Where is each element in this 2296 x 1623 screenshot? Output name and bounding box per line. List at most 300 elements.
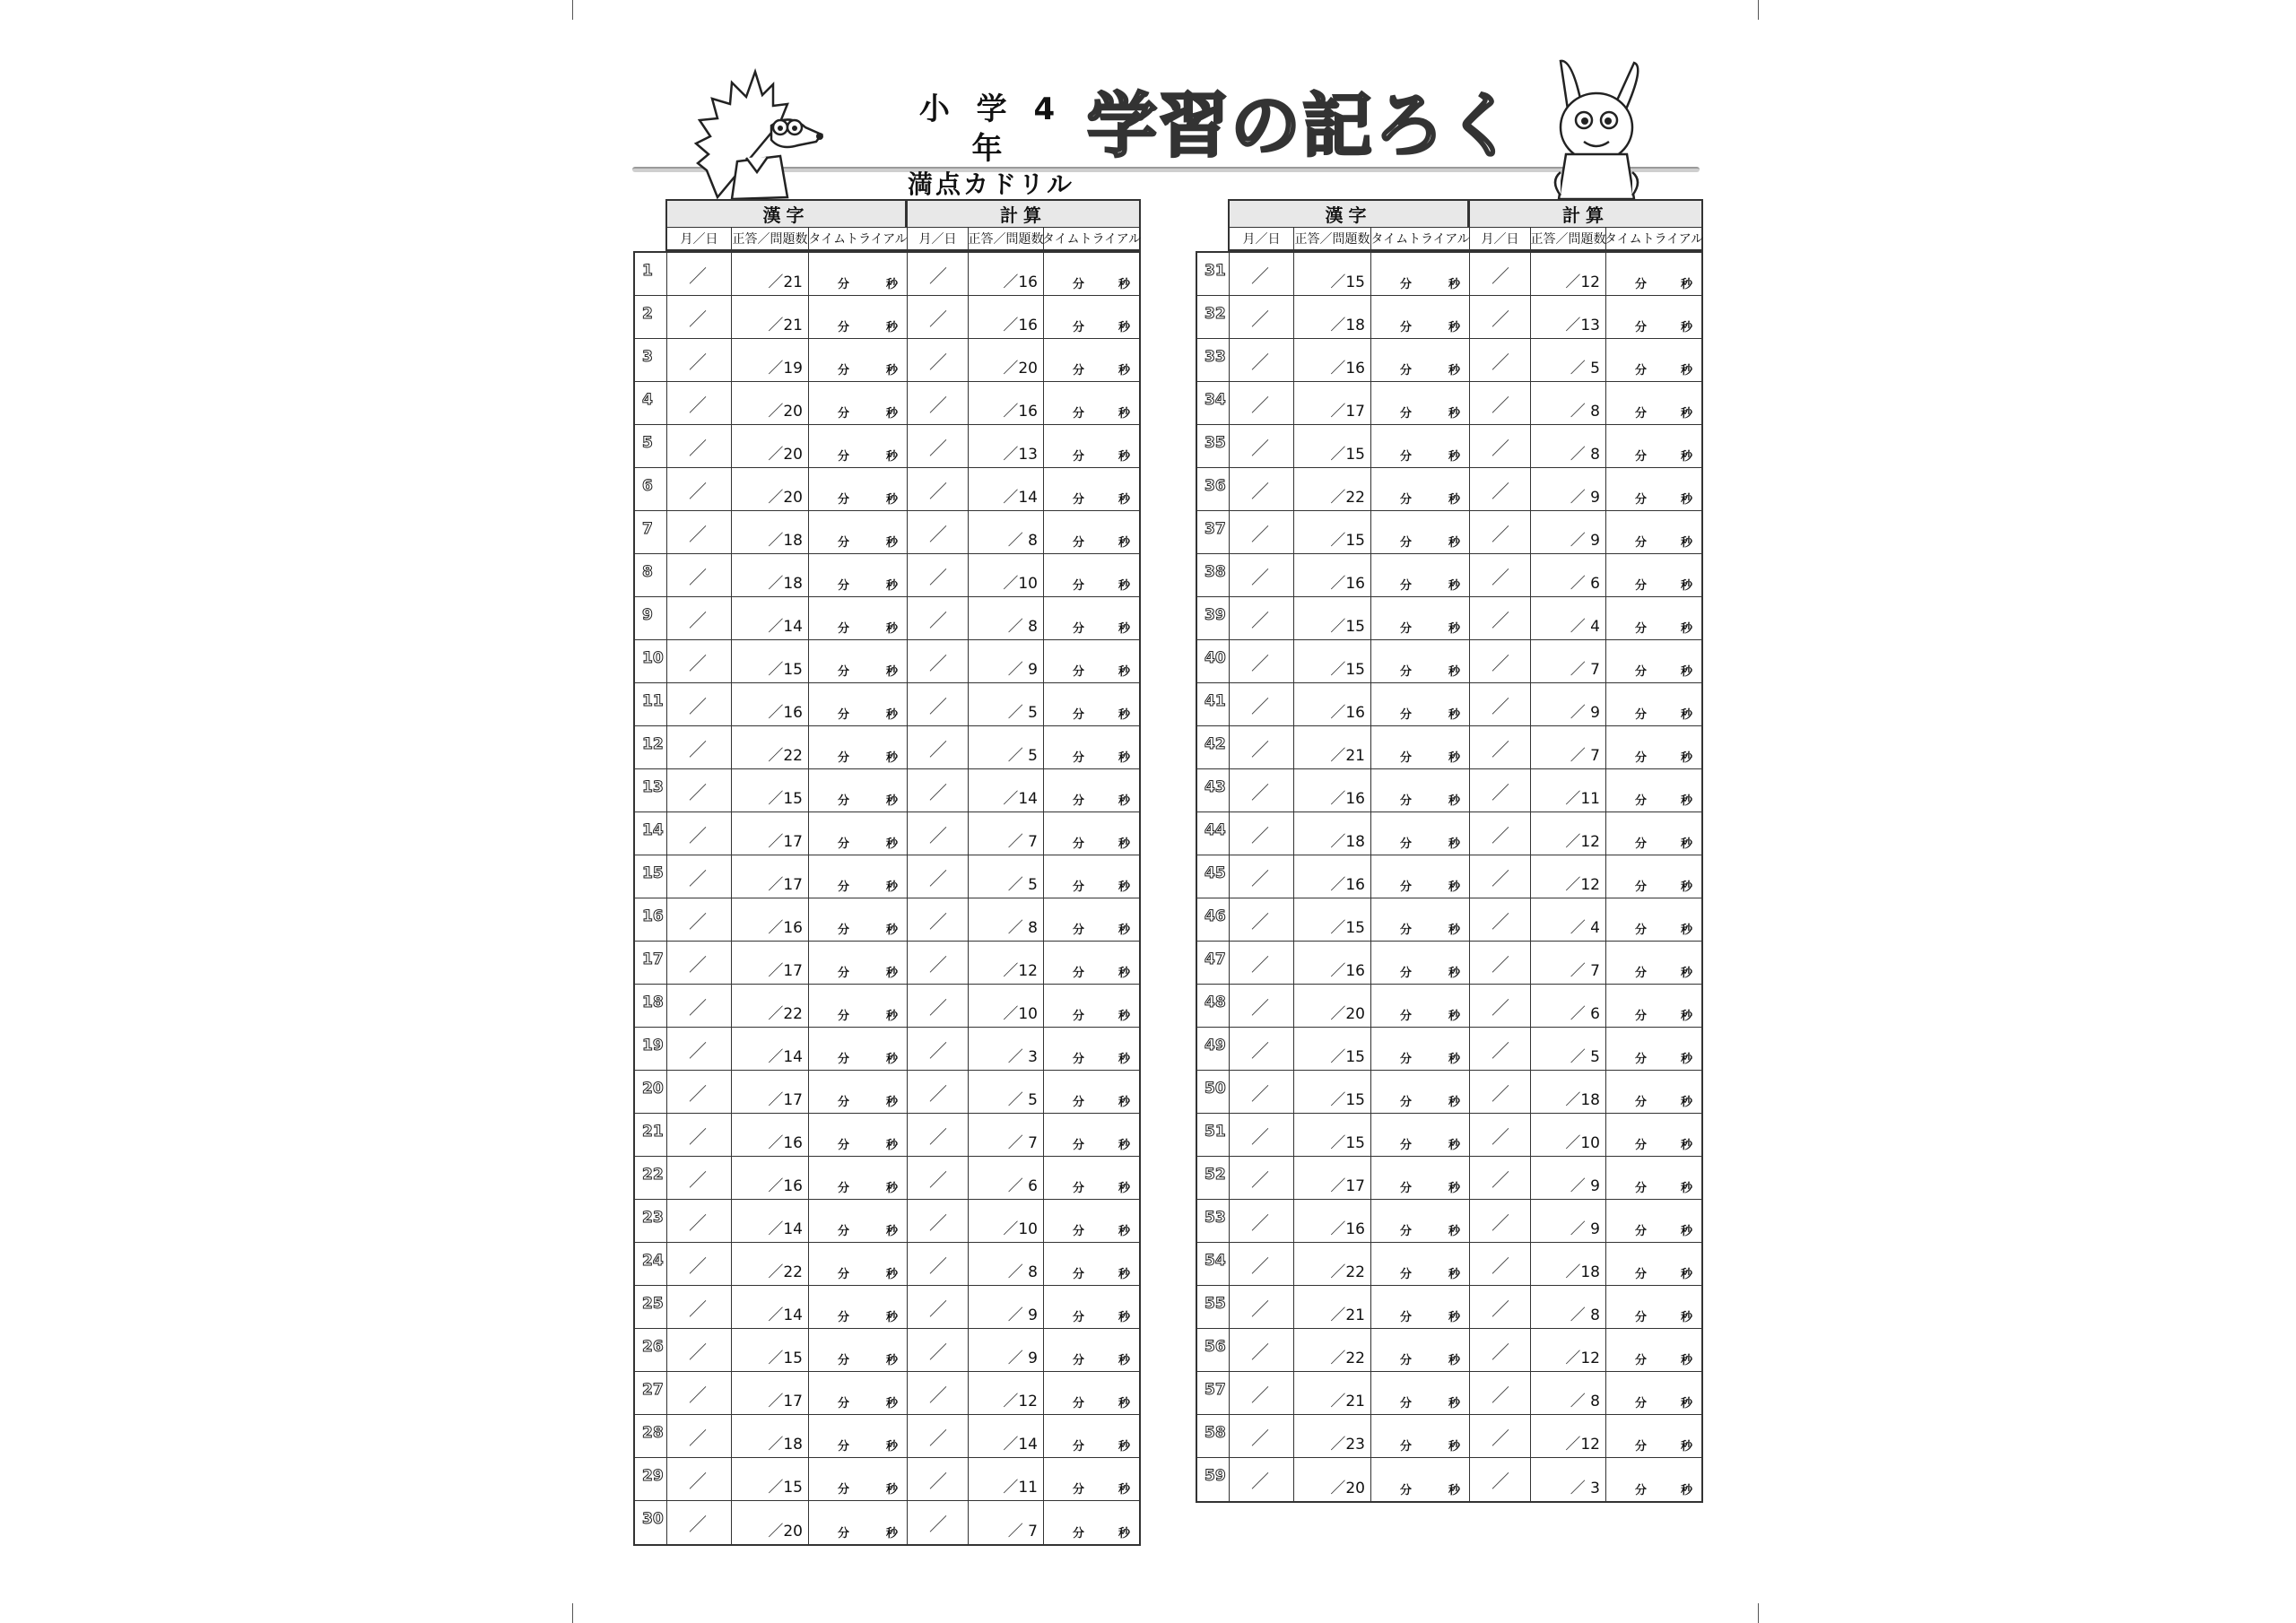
minutes-label: 分: [1073, 622, 1085, 636]
row-number: 58: [1197, 1415, 1230, 1457]
minutes-label: 分: [838, 838, 850, 851]
time-cell: [1606, 425, 1701, 467]
time-cell: [1371, 1243, 1470, 1285]
seconds-label: 秒: [1448, 1268, 1460, 1281]
date-cell: [1230, 683, 1294, 725]
table-row: [1197, 511, 1701, 554]
keisan-score: ／ 6: [969, 1157, 1044, 1199]
minutes-label: 分: [1635, 450, 1648, 464]
date-cell: [1470, 769, 1531, 812]
minutes-label: 分: [1073, 924, 1085, 937]
date-separator: ／: [689, 438, 707, 459]
row-number: 39: [1197, 597, 1230, 639]
kanji-score: ／18: [1294, 812, 1371, 855]
time-cell: [1371, 1071, 1470, 1113]
row-number: 5: [635, 425, 667, 467]
date-cell: [667, 1329, 732, 1371]
seconds-label: 秒: [1118, 967, 1130, 980]
date-cell: [1230, 640, 1294, 682]
row-number: 7: [635, 511, 667, 553]
table-row: [635, 985, 1139, 1028]
seconds-label: 秒: [1448, 364, 1460, 378]
table-body: [633, 251, 1141, 1546]
minutes-label: 分: [1073, 967, 1085, 980]
keisan-score: ／ 6: [1531, 985, 1606, 1027]
time-cell: [1371, 898, 1470, 941]
date-separator: ／: [929, 308, 947, 330]
time-cell: [1371, 1372, 1470, 1414]
date-cell: [908, 855, 969, 898]
table-row: [1197, 425, 1701, 468]
date-cell: [667, 1286, 732, 1328]
table-row: [1197, 1243, 1701, 1286]
keisan-score: ／14: [969, 1415, 1044, 1457]
table-row: [635, 898, 1139, 942]
seconds-label: 秒: [1118, 407, 1130, 421]
date-cell: [1470, 1200, 1531, 1242]
minutes-label: 分: [1635, 967, 1648, 980]
kanji-score: ／16: [1294, 339, 1371, 381]
row-number: 8: [635, 554, 667, 596]
date-cell: [1230, 942, 1294, 984]
seconds-label: 秒: [1448, 622, 1460, 636]
minutes-label: 分: [1400, 493, 1413, 507]
date-separator: ／: [1251, 1169, 1269, 1191]
date-cell: [908, 1071, 969, 1113]
time-cell: [1371, 554, 1470, 596]
date-separator: ／: [689, 653, 707, 674]
table-row: [1197, 1458, 1701, 1501]
date-separator: ／: [689, 352, 707, 373]
minutes-label: 分: [1073, 1268, 1085, 1281]
date-cell: [1230, 253, 1294, 295]
time-cell: [1606, 985, 1701, 1027]
keisan-score: ／ 8: [969, 511, 1044, 553]
minutes-label: 分: [1635, 881, 1648, 894]
date-cell: [908, 425, 969, 467]
table-row: [1197, 769, 1701, 812]
seconds-label: 秒: [1118, 364, 1130, 378]
date-cell: [667, 855, 732, 898]
seconds-label: 秒: [885, 278, 898, 291]
time-cell: [1044, 985, 1139, 1027]
seconds-label: 秒: [1118, 1440, 1130, 1454]
seconds-label: 秒: [1448, 1139, 1460, 1152]
keisan-header: 計算: [906, 199, 1141, 228]
date-cell: [1230, 1114, 1294, 1156]
kanji-score: ／15: [732, 640, 809, 682]
date-separator: ／: [1492, 610, 1509, 631]
date-cell: [667, 769, 732, 812]
date-cell: [667, 511, 732, 553]
time-cell: [809, 296, 908, 338]
date-separator: ／: [689, 1083, 707, 1105]
table-row: [635, 253, 1139, 296]
date-separator: ／: [929, 567, 947, 588]
row-number: 28: [635, 1415, 667, 1457]
seconds-label: 秒: [1680, 924, 1692, 937]
minutes-label: 分: [1073, 321, 1085, 334]
row-number: 54: [1197, 1243, 1230, 1285]
seconds-label: 秒: [885, 493, 898, 507]
seconds-label: 秒: [1680, 1484, 1692, 1497]
date-separator: ／: [929, 997, 947, 1019]
seconds-label: 秒: [885, 967, 898, 980]
keisan-score: ／12: [1531, 855, 1606, 898]
seconds-label: 秒: [1448, 579, 1460, 593]
kanji-score: ／22: [1294, 468, 1371, 510]
seconds-label: 秒: [1680, 1225, 1692, 1238]
row-number: 15: [635, 855, 667, 898]
date-separator: ／: [1251, 265, 1269, 287]
date-separator: ／: [689, 1341, 707, 1363]
date-separator: ／: [689, 1212, 707, 1234]
kanji-score: ／19: [732, 339, 809, 381]
date-separator: ／: [689, 954, 707, 976]
seconds-label: 秒: [1448, 967, 1460, 980]
time-cell: [1606, 296, 1701, 338]
table-row: [1197, 382, 1701, 425]
minutes-label: 分: [1400, 838, 1413, 851]
minutes-label: 分: [1400, 1182, 1413, 1195]
date-separator: ／: [689, 1298, 707, 1320]
table-row: [635, 1501, 1139, 1544]
time-column-header: タイムトライアル: [1604, 232, 1704, 247]
time-cell: [809, 683, 908, 725]
date-separator: ／: [1251, 825, 1269, 846]
row-number: 42: [1197, 726, 1230, 768]
minutes-label: 分: [1400, 1053, 1413, 1066]
minutes-label: 分: [838, 493, 850, 507]
seconds-label: 秒: [885, 1440, 898, 1454]
seconds-label: 秒: [1680, 622, 1692, 636]
minutes-label: 分: [1400, 1440, 1413, 1454]
keisan-score: ／16: [969, 253, 1044, 295]
table-row: [635, 425, 1139, 468]
keisan-score: ／ 5: [969, 1071, 1044, 1113]
seconds-label: 秒: [1118, 1053, 1130, 1066]
date-separator: ／: [1251, 1212, 1269, 1234]
time-cell: [809, 812, 908, 855]
seconds-label: 秒: [1680, 493, 1692, 507]
table-row: [635, 1028, 1139, 1071]
date-separator: ／: [929, 1040, 947, 1062]
minutes-label: 分: [1635, 1484, 1648, 1497]
minutes-label: 分: [1073, 1225, 1085, 1238]
row-number: 57: [1197, 1372, 1230, 1414]
seconds-label: 秒: [885, 665, 898, 679]
date-separator: ／: [929, 696, 947, 717]
date-separator: ／: [929, 1083, 947, 1105]
date-cell: [908, 382, 969, 424]
seconds-label: 秒: [1118, 622, 1130, 636]
seconds-label: 秒: [1118, 924, 1130, 937]
minutes-label: 分: [1073, 1096, 1085, 1109]
date-cell: [1230, 382, 1294, 424]
date-cell: [908, 1200, 969, 1242]
time-cell: [1606, 1157, 1701, 1199]
seconds-label: 秒: [1680, 407, 1692, 421]
kanji-score: ／16: [1294, 1200, 1371, 1242]
row-number: 24: [635, 1243, 667, 1285]
time-cell: [809, 554, 908, 596]
time-cell: [1371, 1415, 1470, 1457]
date-separator: ／: [929, 653, 947, 674]
seconds-label: 秒: [1680, 1053, 1692, 1066]
date-separator: ／: [1251, 1471, 1269, 1492]
date-separator: ／: [689, 1169, 707, 1191]
date-separator: ／: [929, 1384, 947, 1406]
kanji-score: ／18: [732, 554, 809, 596]
table-row: [635, 769, 1139, 812]
table-row: [1197, 253, 1701, 296]
date-separator: ／: [929, 954, 947, 976]
minutes-label: 分: [838, 751, 850, 765]
keisan-score: ／12: [969, 942, 1044, 984]
keisan-score: ／16: [969, 382, 1044, 424]
time-cell: [1371, 985, 1470, 1027]
date-cell: [667, 339, 732, 381]
time-cell: [1044, 425, 1139, 467]
row-number: 44: [1197, 812, 1230, 855]
kanji-score: ／22: [732, 726, 809, 768]
time-cell: [809, 640, 908, 682]
seconds-label: 秒: [1448, 278, 1460, 291]
date-separator: ／: [929, 739, 947, 760]
keisan-score: ／14: [969, 769, 1044, 812]
row-number: 26: [635, 1329, 667, 1371]
title-block: [901, 90, 1081, 201]
minutes-label: 分: [1400, 536, 1413, 550]
date-separator: ／: [1492, 438, 1509, 459]
time-cell: [1044, 296, 1139, 338]
date-separator: ／: [1492, 524, 1509, 545]
seconds-label: 秒: [1680, 1354, 1692, 1367]
time-cell: [1371, 942, 1470, 984]
minutes-label: 分: [1073, 1483, 1085, 1497]
keisan-header: 計算: [1468, 199, 1703, 228]
date-separator: ／: [1251, 1040, 1269, 1062]
seconds-label: 秒: [1680, 708, 1692, 722]
kanji-score: ／14: [732, 1200, 809, 1242]
time-cell: [809, 425, 908, 467]
keisan-score: ／ 5: [1531, 339, 1606, 381]
page-title: 学習の記ろく: [1087, 86, 1518, 167]
kanji-score: ／17: [732, 855, 809, 898]
date-cell: [908, 1157, 969, 1199]
seconds-label: 秒: [1680, 1440, 1692, 1454]
date-cell: [908, 942, 969, 984]
time-cell: [809, 1157, 908, 1199]
kanji-score: ／22: [1294, 1329, 1371, 1371]
time-cell: [1044, 640, 1139, 682]
table-row: [635, 296, 1139, 339]
keisan-score: ／ 8: [1531, 1286, 1606, 1328]
time-cell: [809, 1501, 908, 1544]
kanji-score: ／16: [1294, 769, 1371, 812]
row-number: 31: [1197, 253, 1230, 295]
keisan-score: ／12: [1531, 253, 1606, 295]
date-separator: ／: [1251, 1428, 1269, 1449]
time-cell: [1606, 382, 1701, 424]
date-separator: ／: [1251, 954, 1269, 976]
seconds-label: 秒: [1680, 321, 1692, 334]
date-cell: [908, 1286, 969, 1328]
seconds-label: 秒: [1118, 665, 1130, 679]
minutes-label: 分: [1073, 751, 1085, 765]
keisan-score: ／20: [969, 339, 1044, 381]
minutes-label: 分: [1073, 665, 1085, 679]
date-separator: ／: [1492, 739, 1509, 760]
time-cell: [1044, 1372, 1139, 1414]
row-number: 49: [1197, 1028, 1230, 1070]
time-column-header: タイムトライアル: [809, 228, 908, 249]
row-number: 43: [1197, 769, 1230, 812]
time-cell: [1606, 1372, 1701, 1414]
time-cell: [1606, 683, 1701, 725]
date-cell: [1470, 812, 1531, 855]
kanji-score: ／20: [732, 1501, 809, 1544]
kanji-score: ／18: [1294, 296, 1371, 338]
date-separator: ／: [689, 1514, 707, 1535]
keisan-score: ／ 8: [969, 898, 1044, 941]
seconds-label: 秒: [885, 794, 898, 808]
minutes-label: 分: [1073, 450, 1085, 464]
row-number: 36: [1197, 468, 1230, 510]
date-separator: ／: [1251, 567, 1269, 588]
row-number: 16: [635, 898, 667, 941]
row-number: 13: [635, 769, 667, 812]
table-row: [635, 468, 1139, 511]
seconds-label: 秒: [885, 924, 898, 937]
seconds-label: 秒: [885, 1182, 898, 1195]
minutes-label: 分: [1635, 321, 1648, 334]
minutes-label: 分: [1635, 579, 1648, 593]
table-row: [635, 855, 1139, 898]
date-cell: [1230, 425, 1294, 467]
date-separator: ／: [929, 438, 947, 459]
date-cell: [908, 339, 969, 381]
keisan-score: ／ 8: [969, 597, 1044, 639]
date-separator: ／: [689, 1428, 707, 1449]
table-row: [1197, 296, 1701, 339]
seconds-label: 秒: [885, 364, 898, 378]
date-cell: [908, 683, 969, 725]
date-cell: [667, 1114, 732, 1156]
date-separator: ／: [929, 911, 947, 933]
date-separator: ／: [1251, 868, 1269, 890]
time-cell: [1606, 1415, 1701, 1457]
date-separator: ／: [1492, 997, 1509, 1019]
time-cell: [1044, 468, 1139, 510]
minutes-label: 分: [1400, 321, 1413, 334]
date-column-header: 月／日: [1230, 228, 1294, 249]
date-cell: [667, 253, 732, 295]
time-cell: [1606, 726, 1701, 768]
date-cell: [1470, 382, 1531, 424]
row-number: 20: [635, 1071, 667, 1113]
hedgehog-mascot-icon: [691, 63, 825, 202]
row-number: 23: [635, 1200, 667, 1242]
keisan-score: ／ 6: [1531, 554, 1606, 596]
date-cell: [1470, 942, 1531, 984]
time-column-header: タイムトライアル: [1041, 232, 1142, 247]
date-cell: [1470, 1329, 1531, 1371]
date-cell: [1470, 296, 1531, 338]
keisan-score: ／ 4: [1531, 597, 1606, 639]
date-separator: ／: [689, 395, 707, 416]
date-cell: [1230, 855, 1294, 898]
date-cell: [908, 468, 969, 510]
table-row: [1197, 597, 1701, 640]
date-cell: [1230, 296, 1294, 338]
kanji-score: ／15: [1294, 597, 1371, 639]
date-cell: [1230, 985, 1294, 1027]
table-row: [1197, 1028, 1701, 1071]
date-separator: ／: [929, 352, 947, 373]
seconds-label: 秒: [1118, 321, 1130, 334]
table-row: [635, 1157, 1139, 1200]
time-cell: [1044, 1286, 1139, 1328]
seconds-label: 秒: [1680, 838, 1692, 851]
row-number: 14: [635, 812, 667, 855]
kanji-score: ／18: [732, 511, 809, 553]
seconds-label: 秒: [1118, 1311, 1130, 1324]
date-separator: ／: [689, 825, 707, 846]
minutes-label: 分: [1073, 1527, 1085, 1541]
date-separator: ／: [689, 782, 707, 803]
seconds-label: 秒: [1448, 881, 1460, 894]
seconds-label: 秒: [885, 1483, 898, 1497]
date-cell: [908, 640, 969, 682]
minutes-label: 分: [1400, 924, 1413, 937]
keisan-score: ／10: [969, 554, 1044, 596]
kanji-score: ／17: [732, 812, 809, 855]
row-number: 25: [635, 1286, 667, 1328]
date-separator: ／: [689, 481, 707, 502]
seconds-label: 秒: [885, 321, 898, 334]
seconds-label: 秒: [885, 1096, 898, 1109]
date-cell: [667, 296, 732, 338]
date-separator: ／: [689, 868, 707, 890]
minutes-label: 分: [1635, 364, 1648, 378]
keisan-score: ／ 8: [1531, 382, 1606, 424]
date-separator: ／: [689, 308, 707, 330]
time-cell: [809, 1415, 908, 1457]
date-cell: [1230, 1071, 1294, 1113]
date-separator: ／: [1492, 911, 1509, 933]
keisan-score: ／10: [1531, 1114, 1606, 1156]
date-cell: [908, 511, 969, 553]
date-separator: ／: [1492, 1341, 1509, 1363]
date-cell: [1470, 640, 1531, 682]
row-number: 32: [1197, 296, 1230, 338]
seconds-label: 秒: [1448, 1010, 1460, 1023]
seconds-label: 秒: [1118, 708, 1130, 722]
minutes-label: 分: [1400, 751, 1413, 765]
seconds-label: 秒: [885, 1397, 898, 1410]
seconds-label: 秒: [885, 838, 898, 851]
time-cell: [1371, 1157, 1470, 1199]
date-separator: ／: [929, 1428, 947, 1449]
time-cell: [1606, 1329, 1701, 1371]
time-cell: [1371, 1286, 1470, 1328]
seconds-label: 秒: [1118, 1182, 1130, 1195]
time-cell: [809, 511, 908, 553]
date-separator: ／: [1251, 524, 1269, 545]
time-cell: [809, 942, 908, 984]
minutes-label: 分: [1635, 1397, 1648, 1410]
